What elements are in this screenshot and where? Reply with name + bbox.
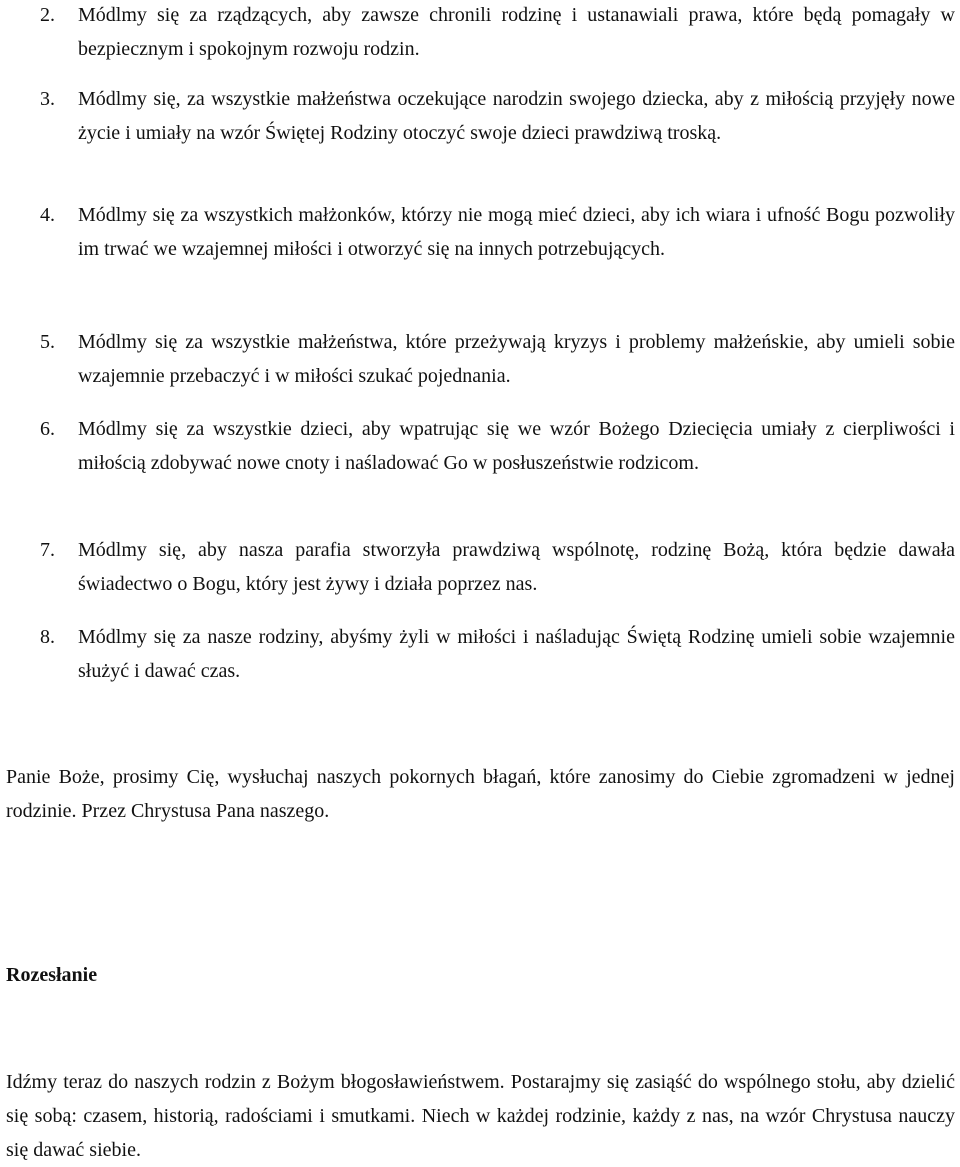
- intention-number: 6.: [40, 418, 55, 440]
- intention-item: [40, 412, 955, 480]
- intention-number: 4.: [40, 204, 55, 226]
- intention-item: [40, 198, 955, 266]
- intention-number: 3.: [40, 88, 55, 110]
- intention-number: 8.: [40, 626, 55, 648]
- intention-number: 2.: [40, 4, 55, 26]
- closing-prayer: Panie Boże, prosimy Cię, wysłuchaj naszych pokornych błagań, które zanosimy do Ciebie zgromadzeni w jednej rodzinie. Przez Chrystusa Pana naszego.: [6, 766, 955, 822]
- intention-text: Módlmy się za wszystkie dzieci, aby wpatrując się we wzór Bożego Dziecięcia umiały z cierpliwości i miłością zdobywać nowe cnoty i naśladować Go w posłuszeństwie rodzicom.: [78, 418, 955, 474]
- dismissal-text: Idźmy teraz do naszych rodzin z Bożym błogosławieństwem. Postarajmy się zasiąść do wspólnego stołu, aby dzielić się sobą: czasem, historią, radościami i smutkami. Niech w każdej rodzinie, każdy z nas, na wzór Chrystusa nauczy się dawać siebie.: [6, 1071, 955, 1161]
- intention-text: Módlmy się za wszystkich małżonków, którzy nie mogą mieć dzieci, aby ich wiara i ufność Bogu pozwoliły im trwać we wzajemnej miłości i otworzyć się na innych potrzebujących.: [78, 204, 955, 260]
- intention-number: 7.: [40, 539, 55, 561]
- intention-number: 5.: [40, 331, 55, 353]
- intention-item: [40, 82, 955, 150]
- intention-text: Módlmy się, za wszystkie małżeństwa oczekujące narodzin swojego dziecka, aby z miłością przyjęły nowe życie i umiały na wzór Świętej Rodziny otoczyć swoje dzieci prawdziwą troską.: [78, 88, 955, 144]
- intention-text: Módlmy się za wszystkie małżeństwa, które przeżywają kryzys i problemy małżeńskie, aby umieli sobie wzajemnie przebaczyć i w miłości szukać pojednania.: [78, 331, 955, 387]
- intention-item: [40, 533, 955, 601]
- intention-item: [40, 620, 955, 688]
- intention-text: Módlmy się za rządzących, aby zawsze chronili rodzinę i ustanawiali prawa, które będą pomagały w bezpiecznym i spokojnym rozwoju rodzin.: [78, 4, 955, 60]
- intention-text: Módlmy się za nasze rodziny, abyśmy żyli w miłości i naśladując Świętą Rodzinę umieli sobie wzajemnie służyć i dawać czas.: [78, 626, 955, 682]
- intention-text: Módlmy się, aby nasza parafia stworzyła prawdziwą wspólnotę, rodzinę Bożą, która będzie dawała świadectwo o Bogu, który jest żywy i działa poprzez nas.: [78, 539, 955, 595]
- intention-item: [40, 325, 955, 393]
- section-heading: Rozesłanie: [6, 964, 98, 986]
- intention-item: [40, 0, 955, 66]
